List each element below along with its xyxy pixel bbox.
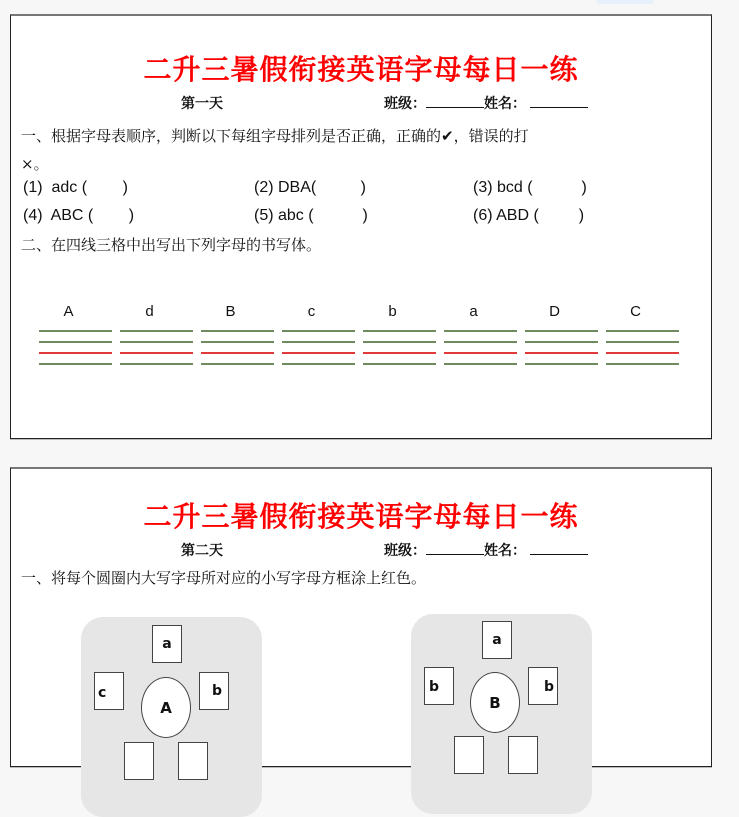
- letter-6: a: [469, 303, 478, 320]
- worksheet-page-day1: [10, 14, 712, 439]
- letter-group-A: [81, 617, 262, 817]
- class-label: 班级：: [384, 543, 426, 559]
- letter-7: D: [549, 303, 560, 320]
- option-1: (1) adc ( ): [23, 179, 128, 196]
- writing-grid-6[interactable]: [444, 330, 517, 366]
- option-box-bottom-right[interactable]: [178, 742, 208, 780]
- name-label: 姓名：: [484, 96, 526, 112]
- name-label: 姓名：: [484, 543, 526, 559]
- capital-letter-circle: A: [141, 677, 191, 738]
- class-field: [384, 540, 588, 560]
- question-1-text: 一、将每个圆圈内大写字母所对应的小写字母方框涂上红色。: [21, 569, 427, 587]
- letter-1: A: [63, 303, 74, 320]
- writing-grid-7[interactable]: [525, 330, 598, 366]
- capital-letter-circle: B: [470, 672, 520, 733]
- class-field: [384, 93, 588, 113]
- letter-group-B: [411, 614, 592, 814]
- option-box-left[interactable]: b: [424, 667, 454, 705]
- question-1-text: 一、根据字母表顺序，判断以下每组字母排列是否正确，正确的✔，错误的打: [21, 127, 529, 145]
- option-box-right[interactable]: b: [528, 667, 558, 705]
- question-2-text: 二、在四线三格中出写出下列字母的书写体。: [21, 236, 322, 254]
- option-box-right[interactable]: b: [199, 672, 229, 710]
- option-box-bottom-left[interactable]: [454, 736, 484, 774]
- option-4: (4) ABC ( ): [23, 207, 135, 224]
- option-5: (5) abc ( ): [254, 207, 368, 224]
- letter-4: c: [307, 303, 316, 320]
- writing-grid-8[interactable]: [606, 330, 679, 366]
- letter-5: b: [388, 303, 397, 320]
- option-box-bottom-left[interactable]: [124, 742, 154, 780]
- writing-grid-2[interactable]: [120, 330, 193, 366]
- page-title: 二升三暑假衔接英语字母每日一练: [143, 53, 579, 86]
- class-label: 班级：: [384, 96, 426, 112]
- writing-grid-4[interactable]: [282, 330, 355, 366]
- writing-grid-5[interactable]: [363, 330, 436, 366]
- writing-grid-3[interactable]: [201, 330, 274, 366]
- writing-grid-1[interactable]: [39, 330, 112, 366]
- day-label: 第二天: [181, 543, 223, 559]
- option-2: (2) DBA( ): [254, 179, 367, 196]
- class-blank[interactable]: [426, 93, 484, 108]
- name-blank[interactable]: [530, 93, 588, 108]
- top-tab-indicator: [596, 0, 654, 4]
- option-box-top[interactable]: a: [152, 625, 182, 663]
- class-blank[interactable]: [426, 540, 484, 555]
- option-3: (3) bcd ( ): [473, 179, 587, 196]
- option-box-left[interactable]: c: [94, 672, 124, 710]
- option-box-top[interactable]: a: [482, 621, 512, 659]
- letter-2: d: [145, 303, 154, 320]
- name-blank[interactable]: [530, 540, 588, 555]
- letter-8: C: [630, 303, 641, 320]
- letter-3: B: [225, 303, 236, 320]
- page-title: 二升三暑假衔接英语字母每日一练: [143, 500, 579, 533]
- worksheet-page-day2: [10, 467, 712, 767]
- option-6: (6) ABD ( ): [473, 207, 585, 224]
- day-label: 第一天: [181, 96, 223, 112]
- option-box-bottom-right[interactable]: [508, 736, 538, 774]
- question-1-text-cont: ×。: [21, 155, 49, 173]
